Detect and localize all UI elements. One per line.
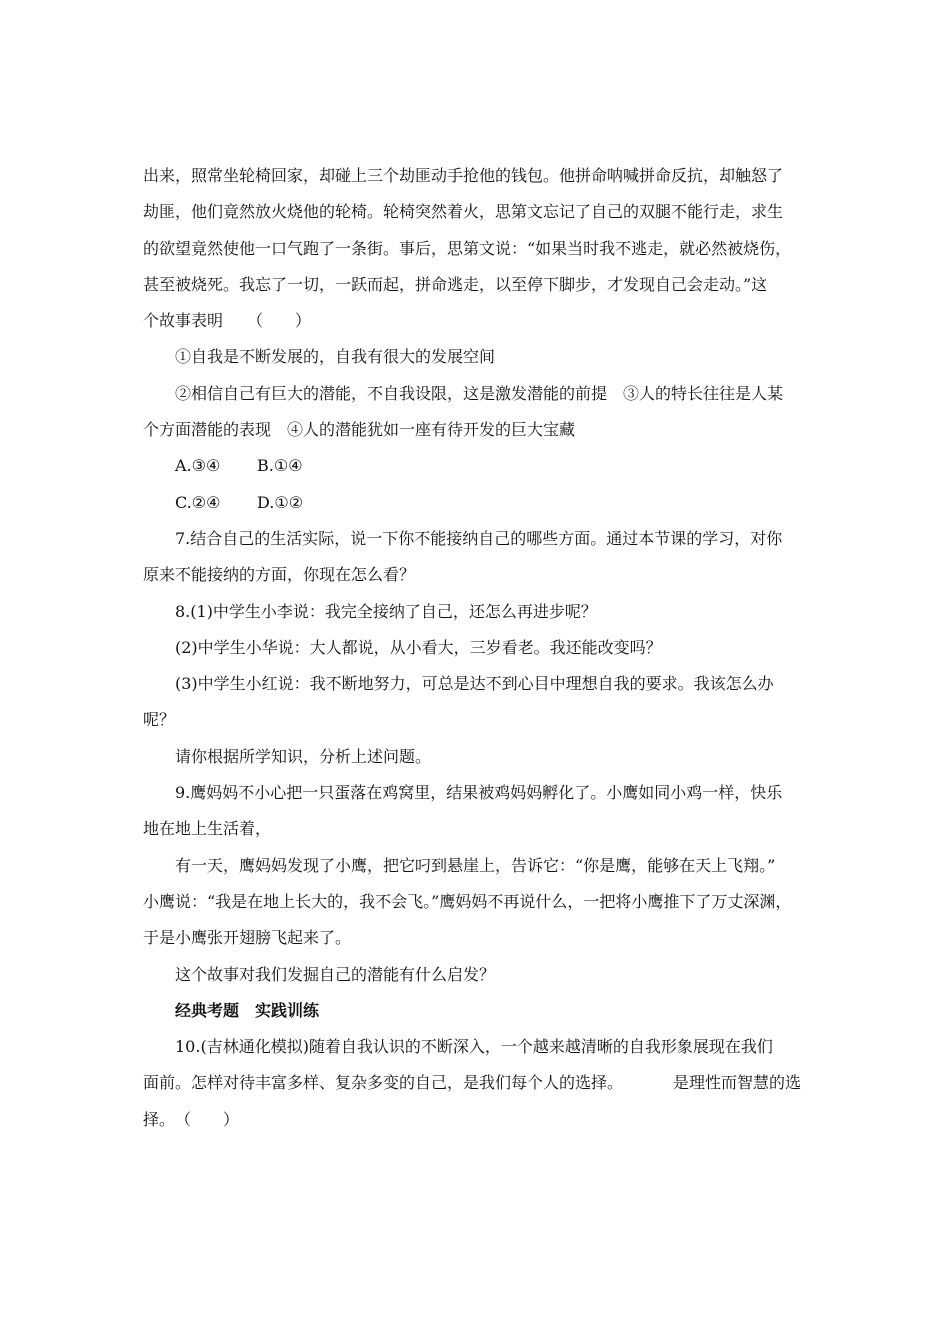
q6-options-row-1 <box>143 448 815 484</box>
option-a: A.③④ <box>175 456 221 476</box>
q8-item-1: 8.(1)中学生小李说：我完全接纳了自己，还怎么再进步呢？ <box>175 601 597 621</box>
option-d: D.①② <box>257 492 304 512</box>
q9-paragraph-2: 有一天，鹰妈妈发现了小鹰，把它叼到悬崖上，告诉它：“你是鹰，能够在天上飞翔。” <box>175 855 776 875</box>
q6-text-line: 劫匪，他们竟然放火烧他的轮椅。轮椅突然着火，思第文忘记了自己的双腿不能行走，求生 <box>143 202 784 222</box>
q9-line-2: 地在地上生活着， <box>143 819 272 839</box>
document-page <box>143 158 815 1138</box>
q8-item-2: (2)中学生小华说：大人都说，从小看大，三岁看老。我还能改变吗？ <box>175 637 662 657</box>
q6-statement-2: ②相信自己有巨大的潜能，不自我设限，这是激发潜能的前提 ③人的特长往往是人某 <box>175 383 784 403</box>
q6-text-line: 出来，照常坐轮椅回家，却碰上三个劫匪动手抢他的钱包。他拼命呐喊拼命反抗，却触怒了 <box>143 166 784 185</box>
q6-statement-1: ①自我是不断发展的，自我有很大的发展空间 <box>175 347 496 367</box>
q9-line-1: 9.鹰妈妈不小心把一只蛋落在鸡窝里，结果被鸡妈妈孵化了。小鹰如同小鸡一样，快乐 <box>175 783 783 803</box>
q10-line-1: 10.(吉林通化模拟)随着自我认识的不断深入，一个越来越清晰的自我形象展现在我们 <box>175 1037 773 1057</box>
q7-line-1: 7.结合自己的生活实际，说一下你不能接纳自己的哪些方面。通过本节课的学习，对你 <box>175 528 783 548</box>
q8-prompt: 请你根据所学知识，分析上述问题。 <box>175 746 432 766</box>
option-b: B.①④ <box>257 456 303 476</box>
q7-line-2: 原来不能接纳的方面，你现在怎么看？ <box>143 565 416 585</box>
q10-line-2-tail: 是理性而智慧的选 <box>673 1073 802 1093</box>
q8-item-3: (3)中学生小红说：我不断地努力，可总是达不到心目中理想自我的要求。我该怎么办 <box>175 674 774 694</box>
q9-question: 这个故事对我们发掘自己的潜能有什么启发？ <box>175 964 496 984</box>
q6-text-line: 甚至被烧死。我忘了一切，一跃而起，拼命逃走，以至停下脚步，才发现自己会走动。”这 <box>143 274 768 294</box>
q10-line-2 <box>143 1065 815 1101</box>
q6-statement-2-cont: 个方面潜能的表现 ④人的潜能犹如一座有待开发的巨大宝藏 <box>143 420 576 440</box>
q10-line-2-text: 面前。怎样对待丰富多样、复杂多变的自己，是我们每个人的选择。 <box>143 1073 624 1093</box>
q8-item-3-cont: 呢？ <box>143 710 176 730</box>
q6-options-row-2 <box>143 485 815 521</box>
q6-answer-prompt: 个故事表明 （ ） <box>143 311 312 331</box>
q10-line-3: 择。 （ ） <box>143 1109 240 1129</box>
q9-paragraph-2-cont: 小鹰说：“我是在地上长大的，我不会飞。”鹰妈妈不再说什么，一把将小鹰推下了万丈深渊， <box>143 891 792 911</box>
q9-paragraph-2-cont: 于是小鹰张开翅膀飞起来了。 <box>143 928 352 948</box>
option-c: C.②④ <box>175 492 221 512</box>
section-heading: 经典考题 实践训练 <box>175 1000 320 1020</box>
q6-text-line: 的欲望竟然使他一口气跑了一条街。事后，思第文说：“如果当时我不逃走，就必然被烧伤， <box>143 238 792 258</box>
